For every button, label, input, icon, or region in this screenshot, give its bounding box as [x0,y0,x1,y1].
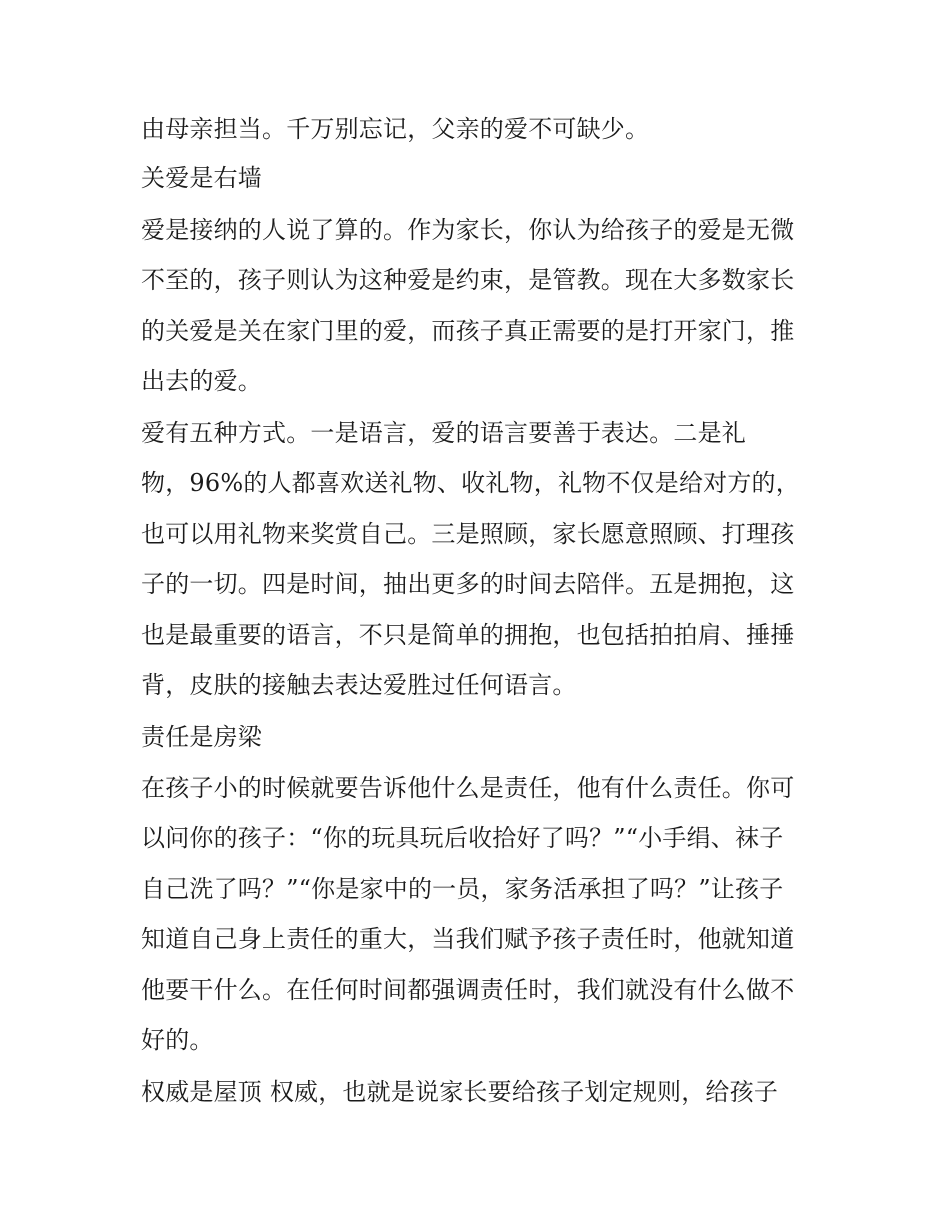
section-heading-care: 关爱是右墙 [141,164,262,192]
text-line: 也可以用礼物来奖赏自己。三是照顾，家长愿意照顾、打理孩 [141,520,795,548]
text-line: 爱有五种方式。一是语言，爱的语言要善于表达。二是礼 [141,419,746,447]
text-line: 自己洗了吗？”“你是家中的一员，家务活承担了吗？”让孩子 [141,875,784,903]
text-line: 也是最重要的语言，不只是简单的拥抱，也包括拍拍肩、捶捶 [141,621,795,649]
text-line: 背，皮肤的接触去表达爱胜过任何语言。 [141,671,577,699]
text-line: 子的一切。四是时间，抽出更多的时间去陪伴。五是拥抱，这 [141,570,795,598]
text-line: 以问你的孩子：“你的玩具玩后收拾好了吗？”“小手绢、袜子 [141,824,784,852]
text-line: 物，96%的人都喜欢送礼物、收礼物，礼物不仅是给对方的， [141,469,800,497]
text-line: 知道自己身上责任的重大，当我们赋予孩子责任时，他就知道 [141,925,795,953]
text-line: 好的。 [141,1026,214,1054]
text-line: 他要干什么。在任何时间都强调责任时，我们就没有什么做不 [141,976,795,1004]
text-line: 爱是接纳的人说了算的。作为家长，你认为给孩子的爱是无微 [141,216,795,244]
section-heading-responsibility: 责任是房梁 [141,723,262,751]
text-line: 不至的，孩子则认为这种爱是约束，是管教。现在大多数家长 [141,266,795,294]
text-line: 的关爱是关在家门里的爱，而孩子真正需要的是打开家门，推 [141,317,795,345]
text-line: 出去的爱。 [141,367,262,395]
text-line: 由母亲担当。千万别忘记，父亲的爱不可缺少。 [141,115,650,143]
text-line: 权威是屋顶 权威，也就是说家长要给孩子划定规则，给孩子 [141,1078,779,1106]
text-line: 在孩子小的时候就要告诉他什么是责任，他有什么责任。你可 [141,774,795,802]
